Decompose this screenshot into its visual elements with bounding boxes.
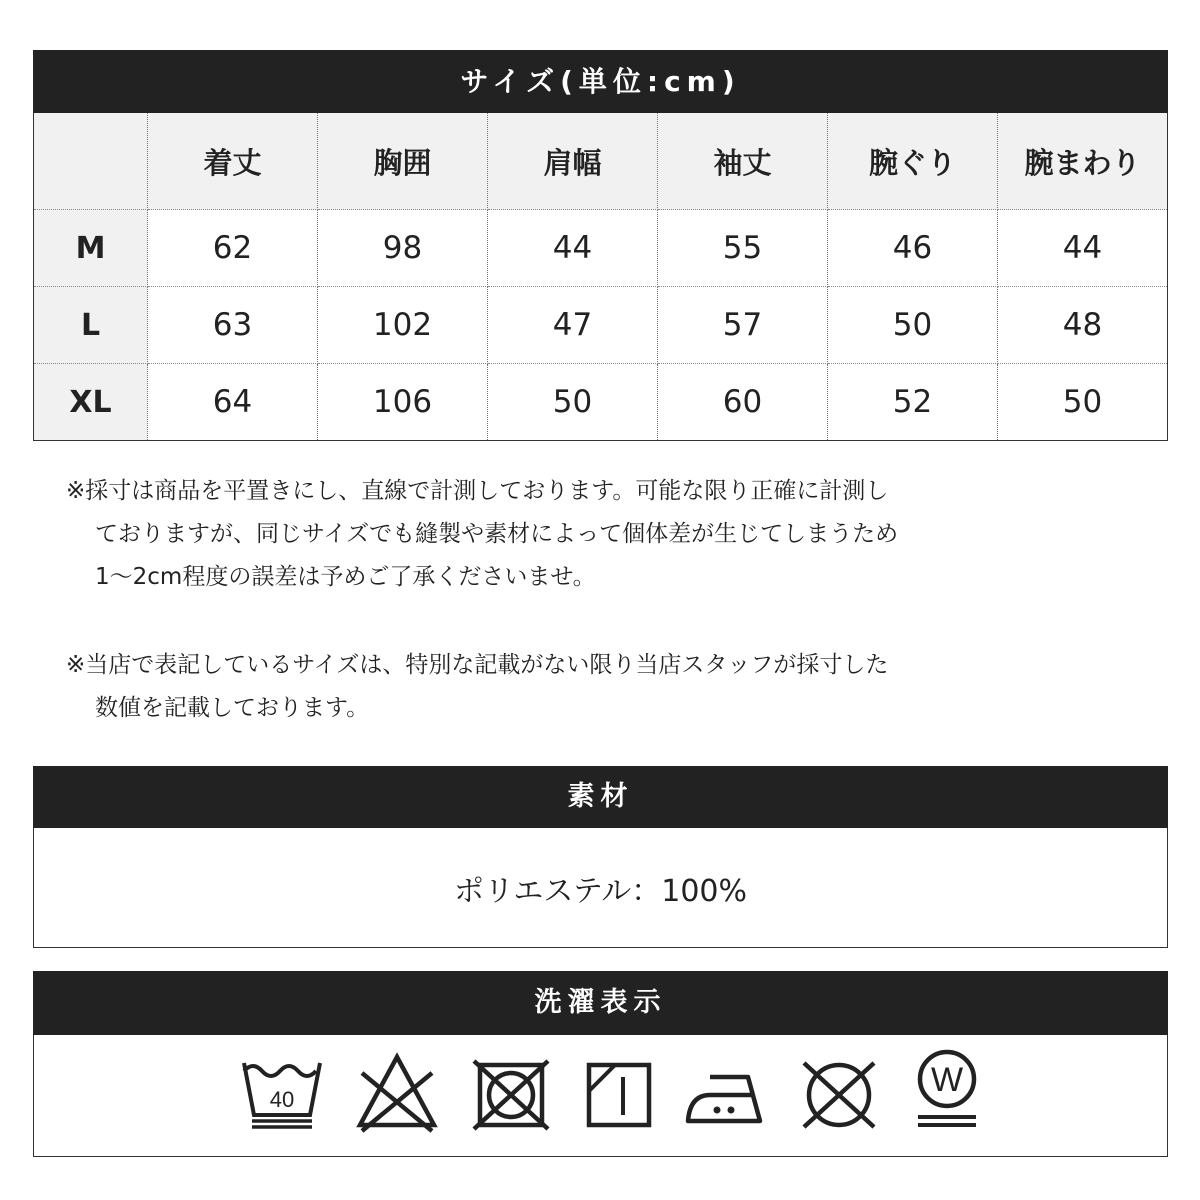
- size-label: XL: [34, 364, 148, 441]
- table-cell: 64: [148, 364, 318, 441]
- header-shoulder: 肩幅: [488, 113, 658, 210]
- size-section-title: サイズ(単位:cm): [33, 50, 1168, 113]
- note-line: ※採寸は商品を平置きにし、直線で計測しております。可能な限り正確に計測し: [66, 478, 889, 504]
- line-dry-icon: [585, 1061, 655, 1129]
- header-sleeve: 袖丈: [658, 113, 828, 210]
- header-chest: 胸囲: [318, 113, 488, 210]
- material-value: ポリエステル：100%: [453, 873, 748, 909]
- no-tumble-dry-icon: [470, 1057, 552, 1133]
- note-line: 1～2cm程度の誤差は予めご了承くださいませ。: [95, 564, 596, 590]
- wet-clean-gentle-icon: [912, 1045, 982, 1131]
- table-row: [34, 287, 1168, 364]
- table-cell: 52: [828, 364, 998, 441]
- table-cell: 62: [148, 210, 318, 287]
- wash-section-title: 洗濯表示: [33, 971, 1168, 1035]
- size-table-header-row: [34, 113, 1168, 210]
- table-cell: 44: [998, 210, 1168, 287]
- no-bleach-icon: [354, 1051, 440, 1133]
- table-cell: 48: [998, 287, 1168, 364]
- header-armhole: 腕ぐり: [828, 113, 998, 210]
- note-line: 数値を記載しております。: [95, 695, 370, 721]
- table-cell: 50: [1062, 384, 1103, 420]
- material-box: [33, 828, 1168, 948]
- wash-icons-box: [33, 1035, 1168, 1157]
- size-note: [66, 644, 1066, 730]
- table-cell: 106: [318, 364, 488, 441]
- wash-temperature-label: 40: [269, 1087, 295, 1112]
- measurement-note: [66, 470, 1066, 599]
- note-line: ※当店で表記しているサイズは、特別な記載がない限り当店スタッフが採寸した: [66, 652, 889, 678]
- table-cell: 98: [318, 210, 488, 287]
- table-row: [34, 364, 1168, 441]
- table-cell: 102: [318, 287, 488, 364]
- size-label: L: [34, 287, 148, 364]
- iron-medium-icon: [684, 1069, 770, 1127]
- table-cell: 57: [658, 287, 828, 364]
- table-cell: 50: [828, 287, 998, 364]
- header-length: 着丈: [148, 113, 318, 210]
- note-line: ておりますが、同じサイズでも縫製や素材によって個体差が生じてしまうため: [95, 521, 899, 547]
- table-cell: 63: [148, 287, 318, 364]
- table-cell: 55: [658, 210, 828, 287]
- table-row: [34, 210, 1168, 287]
- wash-40-icon: [240, 1055, 324, 1131]
- size-table: [33, 113, 1168, 441]
- header-corner-cell: [34, 113, 148, 210]
- table-cell: 60: [658, 364, 828, 441]
- table-cell: 46: [828, 210, 998, 287]
- table-cell: 44: [488, 210, 658, 287]
- table-cell: 50: [488, 364, 658, 441]
- header-arm-circumference: 腕まわり: [998, 113, 1168, 210]
- no-dry-clean-icon: [798, 1057, 880, 1133]
- size-label: M: [34, 210, 148, 287]
- material-section-title: 素材: [33, 766, 1168, 828]
- table-cell: 47: [488, 287, 658, 364]
- wet-clean-label: W: [930, 1061, 964, 1099]
